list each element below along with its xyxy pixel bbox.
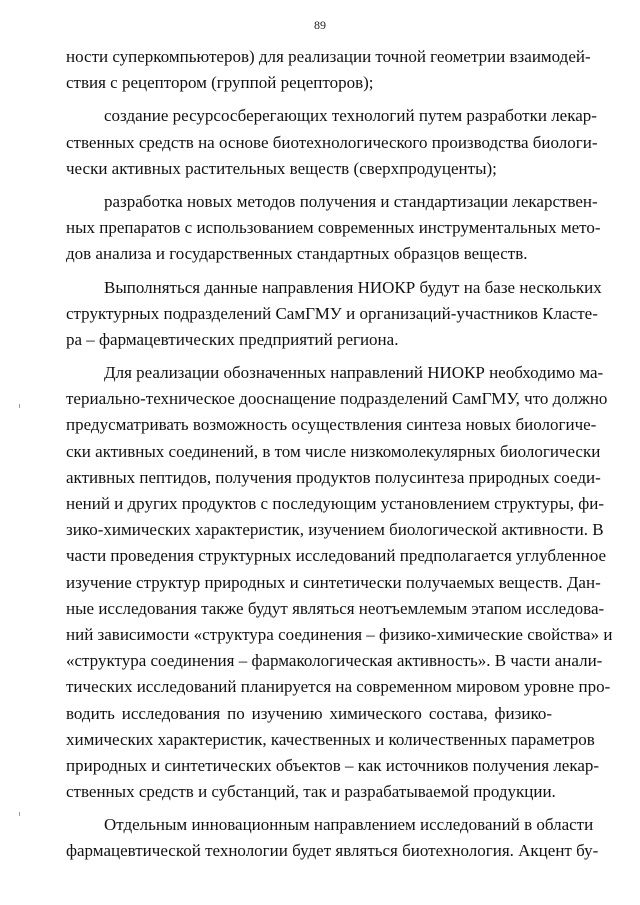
paragraph	[66, 275, 602, 354]
page-number: 89	[314, 18, 326, 32]
text-line: предусматривать возможность осуществления синтеза новых биологиче-	[66, 415, 597, 435]
text-line: ний зависимости «структура соединения – физико-химические свойства» и	[66, 624, 613, 644]
text-line: части проведения структурных исследований предполагается углубленное	[66, 546, 607, 566]
text-line: ных препаратов с использованием современных инструментальных мето-	[66, 218, 601, 238]
text-line: териально-техническое дооснащение подразделений СамГМУ, что должно	[66, 389, 608, 409]
text-line: активных пептидов, получения продуктов полусинтеза природных соеди-	[66, 467, 601, 487]
text-line: ствия с рецептором (группой рецепторов);	[66, 73, 374, 93]
text-line: водить исследования по изучению химического состава, физико-	[66, 703, 552, 723]
text-line: фармацевтической технологии будет являться биотехнология. Акцент бу-	[66, 841, 599, 861]
text-line: разработка новых методов получения и стандартизации лекарствен-	[104, 191, 598, 211]
text-line: тических исследований планируется на современном мировом уровне про-	[66, 677, 611, 697]
text-line: Выполняться данные направления НИОКР будут на базе нескольких	[104, 277, 602, 297]
paragraph	[66, 189, 601, 268]
text-line: зико-химических характеристик, изучением биологической активности. В	[66, 520, 604, 540]
text-line: Отдельным инновационным направлением исследований в области	[104, 815, 594, 835]
text-line: ственных средств и субстанций, так и разрабатываемой продукции.	[66, 782, 556, 802]
text-line: ски активных соединений, в том числе низкомолекулярных биологически	[66, 441, 601, 461]
text-line: ственных средств на основе биотехнологического производства биологи-	[66, 132, 598, 152]
text-line: природных и синтетических объектов – как источников получения лекар-	[66, 755, 600, 775]
paragraph	[66, 103, 598, 182]
text-line: создание ресурсосберегающих технологий путем разработки лекар-	[104, 106, 597, 126]
paragraph	[66, 812, 599, 864]
scan-mark	[19, 812, 20, 816]
text-line: ности суперкомпьютеров) для реализации точной геометрии взаимодей-	[66, 47, 591, 66]
text-line: чески активных растительных веществ (сверхпродуценты);	[66, 158, 497, 178]
paragraph	[66, 360, 613, 805]
body-text	[66, 44, 613, 872]
paragraph	[66, 44, 591, 96]
text-line: химических характеристик, качественных и количественных параметров	[66, 729, 595, 749]
text-line: Для реализации обозначенных направлений НИОКР необходимо ма-	[104, 363, 604, 383]
text-line: изучение структур природных и синтетически получаемых веществ. Дан-	[66, 572, 601, 592]
text-line: ные исследования также будут являться неотъемлемым этапом исследова-	[66, 598, 605, 618]
text-line: нений и других продуктов с последующим установлением структуры, фи-	[66, 494, 605, 513]
scan-mark	[19, 404, 20, 408]
text-line: ра – фармацевтических предприятий региона.	[66, 329, 399, 349]
text-line: «структура соединения – фармакологическая активность». В части анали-	[66, 651, 603, 671]
text-line: дов анализа и государственных стандартных образцов веществ.	[66, 244, 528, 264]
text-line: структурных подразделений СамГМУ и организаций-участников Класте-	[66, 303, 598, 323]
